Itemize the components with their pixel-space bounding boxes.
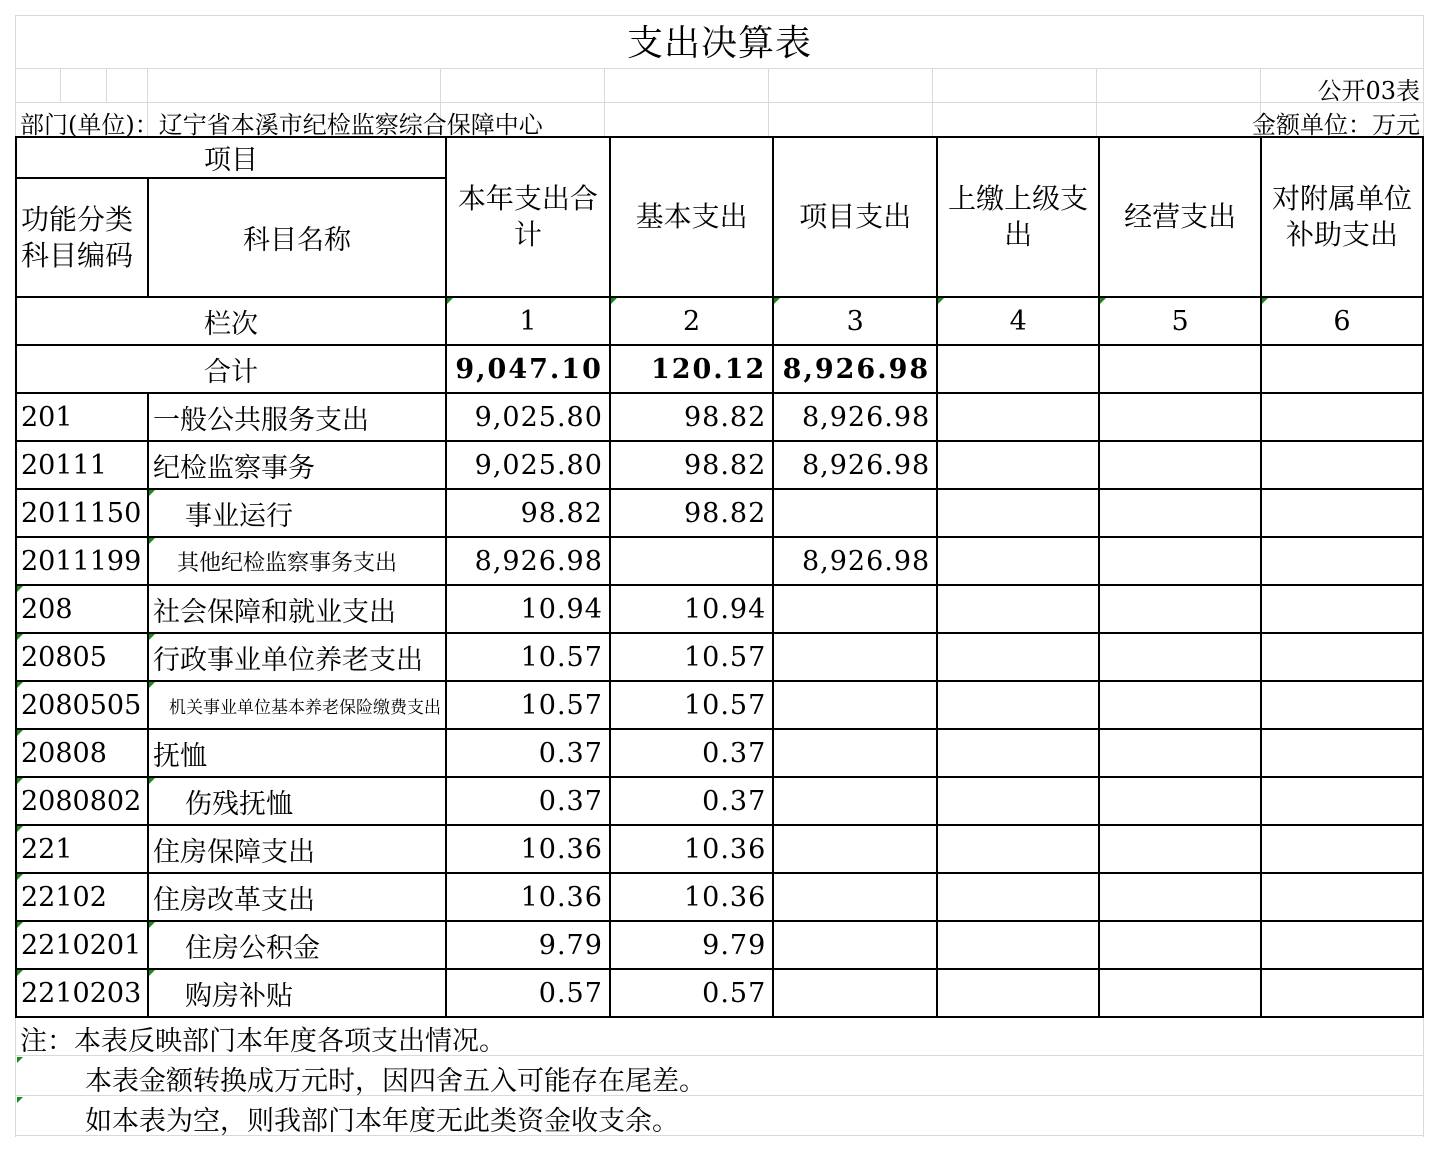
row-value-2: 10.57 (610, 681, 773, 729)
cell-flag (17, 826, 23, 832)
cell-flag (149, 682, 155, 688)
row-value-6 (1261, 969, 1423, 1017)
row-value-2: 0.57 (610, 969, 773, 1017)
total-value-6 (1261, 345, 1423, 393)
row-value-1: 98.82 (446, 489, 610, 537)
row-name: 住房保障支出 (148, 825, 446, 873)
table-row (16, 729, 1423, 777)
total-value-2: 120.12 (610, 345, 773, 393)
row-value-2 (610, 537, 773, 585)
column-index-1: 1 (446, 297, 610, 345)
gridline (1096, 68, 1097, 136)
row-value-4 (937, 393, 1099, 441)
row-value-4 (937, 777, 1099, 825)
table-row (16, 921, 1423, 969)
row-code: 20805 (16, 633, 148, 681)
cell-flag (149, 490, 155, 496)
cell-flag (149, 634, 155, 640)
cell-flag (17, 682, 23, 688)
row-value-5 (1099, 441, 1261, 489)
row-value-4 (937, 489, 1099, 537)
gridline (932, 68, 933, 136)
row-value-4 (937, 969, 1099, 1017)
column-index-2: 2 (610, 297, 773, 345)
cell-flag (149, 970, 155, 976)
row-name: 购房补贴 (148, 969, 446, 1017)
row-code: 22102 (16, 873, 148, 921)
row-code: 2210201 (16, 921, 148, 969)
amount-unit: 金额单位：万元 (1252, 111, 1420, 139)
department-label: 部门(单位)：辽宁省本溪市纪检监察综合保障中心 (20, 111, 543, 139)
table-row (16, 489, 1423, 537)
cell-flag (1100, 298, 1106, 304)
table-row (16, 969, 1423, 1017)
row-value-1: 8,926.98 (446, 537, 610, 585)
total-value-3: 8,926.98 (773, 345, 937, 393)
row-code: 201 (16, 393, 148, 441)
gridline (604, 68, 605, 136)
table-row (16, 825, 1423, 873)
row-value-1: 10.57 (446, 633, 610, 681)
gridline (15, 102, 1424, 103)
row-value-3 (773, 873, 937, 921)
cell-flag (17, 634, 23, 640)
cell-flag (447, 298, 453, 304)
row-value-3 (773, 825, 937, 873)
row-value-1: 0.57 (446, 969, 610, 1017)
row-value-6 (1261, 585, 1423, 633)
row-code: 20808 (16, 729, 148, 777)
cell-flag (149, 922, 155, 928)
table-row (16, 681, 1423, 729)
row-value-2: 98.82 (610, 489, 773, 537)
cell-flag (17, 586, 23, 592)
cell-flag (774, 298, 780, 304)
expenditure-table (15, 136, 1424, 1018)
row-code: 2210203 (16, 969, 148, 1017)
row-value-1: 9,025.80 (446, 393, 610, 441)
row-value-2: 9.79 (610, 921, 773, 969)
row-value-1: 9,025.80 (446, 441, 610, 489)
row-name: 其他纪检监察事务支出 (148, 537, 446, 585)
header-basic-expenditure: 基本支出 (610, 137, 773, 297)
row-code: 2080802 (16, 777, 148, 825)
row-value-4 (937, 873, 1099, 921)
header-name: 科目名称 (148, 178, 446, 297)
column-index-4: 4 (937, 297, 1099, 345)
cell-flag (17, 922, 23, 928)
row-value-4 (937, 825, 1099, 873)
row-code: 2011150 (16, 489, 148, 537)
row-code: 221 (16, 825, 148, 873)
cell-flag (17, 970, 23, 976)
row-name: 抚恤 (148, 729, 446, 777)
row-value-1: 10.36 (446, 873, 610, 921)
row-value-2: 98.82 (610, 441, 773, 489)
row-value-6 (1261, 633, 1423, 681)
cell-flag (149, 538, 155, 544)
row-name: 社会保障和就业支出 (148, 585, 446, 633)
header-remit-superior: 上缴上级支出 (937, 137, 1099, 297)
row-value-3: 8,926.98 (773, 393, 937, 441)
row-code: 208 (16, 585, 148, 633)
column-index-3: 3 (773, 297, 937, 345)
row-value-6 (1261, 441, 1423, 489)
row-value-5 (1099, 585, 1261, 633)
row-value-5 (1099, 921, 1261, 969)
cell-flag (1262, 298, 1268, 304)
row-value-3 (773, 633, 937, 681)
table-row (16, 537, 1423, 585)
gridline (106, 68, 107, 103)
cell-flag (611, 298, 617, 304)
header-subsidy-affiliated: 对附属单位补助支出 (1261, 137, 1423, 297)
row-value-1: 0.37 (446, 729, 610, 777)
table-row (16, 777, 1423, 825)
row-value-1: 10.36 (446, 825, 610, 873)
note-line: 本表金额转换成万元时，因四舍五入可能存在尾差。 (85, 1066, 706, 1097)
row-value-3 (773, 585, 937, 633)
total-value-1: 9,047.10 (446, 345, 610, 393)
row-value-2: 0.37 (610, 777, 773, 825)
table-row (16, 441, 1423, 489)
row-name: 住房改革支出 (148, 873, 446, 921)
cell-flag (149, 778, 155, 784)
row-value-2: 10.36 (610, 873, 773, 921)
row-value-6 (1261, 393, 1423, 441)
total-value-5 (1099, 345, 1261, 393)
table-row (16, 393, 1423, 441)
table-row (16, 873, 1423, 921)
column-index-label: 栏次 (16, 297, 446, 345)
gridline (768, 68, 769, 136)
row-value-5 (1099, 729, 1261, 777)
row-code: 2011199 (16, 537, 148, 585)
row-value-6 (1261, 825, 1423, 873)
column-index-6: 6 (1261, 297, 1423, 345)
row-value-3 (773, 729, 937, 777)
row-value-2: 0.37 (610, 729, 773, 777)
row-value-5 (1099, 969, 1261, 1017)
row-value-5 (1099, 777, 1261, 825)
row-value-3: 8,926.98 (773, 441, 937, 489)
row-value-1: 9.79 (446, 921, 610, 969)
row-code: 20111 (16, 441, 148, 489)
row-value-6 (1261, 489, 1423, 537)
row-value-3 (773, 921, 937, 969)
row-value-6 (1261, 537, 1423, 585)
row-value-5 (1099, 537, 1261, 585)
row-value-4 (937, 729, 1099, 777)
row-name: 一般公共服务支出 (148, 393, 446, 441)
row-value-1: 10.94 (446, 585, 610, 633)
row-value-5 (1099, 633, 1261, 681)
row-name: 事业运行 (148, 489, 446, 537)
row-value-2: 10.94 (610, 585, 773, 633)
row-name: 住房公积金 (148, 921, 446, 969)
cell-flag (17, 874, 23, 880)
cell-flag (17, 730, 23, 736)
form-number: 公开03表 (1317, 77, 1420, 105)
total-label: 合计 (16, 345, 446, 393)
row-value-5 (1099, 489, 1261, 537)
row-value-4 (937, 681, 1099, 729)
row-value-3 (773, 969, 937, 1017)
row-value-6 (1261, 729, 1423, 777)
row-value-1: 10.57 (446, 681, 610, 729)
row-value-5 (1099, 873, 1261, 921)
row-value-2: 10.57 (610, 633, 773, 681)
row-value-5 (1099, 825, 1261, 873)
total-value-4 (937, 345, 1099, 393)
cell-flag (17, 1097, 23, 1103)
note-line: 如本表为空，则我部门本年度无此类资金收支余。 (85, 1106, 679, 1137)
row-value-3: 8,926.98 (773, 537, 937, 585)
row-value-3 (773, 777, 937, 825)
table-row (16, 633, 1423, 681)
cell-flag (17, 1057, 23, 1063)
row-value-4 (937, 585, 1099, 633)
header-total-expenditure: 本年支出合计 (446, 137, 610, 297)
cell-flag (938, 298, 944, 304)
row-value-3 (773, 681, 937, 729)
cell-flag (17, 778, 23, 784)
row-value-5 (1099, 681, 1261, 729)
row-code: 2080505 (16, 681, 148, 729)
row-value-4 (937, 921, 1099, 969)
header-operating-expenditure: 经营支出 (1099, 137, 1261, 297)
row-value-1: 0.37 (446, 777, 610, 825)
row-name: 纪检监察事务 (148, 441, 446, 489)
table-row (16, 585, 1423, 633)
column-index-5: 5 (1099, 297, 1261, 345)
header-item: 项目 (16, 137, 446, 178)
row-value-3 (773, 489, 937, 537)
page-title: 支出决算表 (626, 23, 812, 64)
row-value-5 (1099, 393, 1261, 441)
row-name: 行政事业单位养老支出 (148, 633, 446, 681)
row-value-6 (1261, 777, 1423, 825)
row-name: 伤残抚恤 (148, 777, 446, 825)
row-value-4 (937, 441, 1099, 489)
header-code: 功能分类科目编码 (16, 178, 148, 297)
spreadsheet (15, 15, 1424, 1137)
row-value-2: 98.82 (610, 393, 773, 441)
row-name: 机关事业单位基本养老保险缴费支出 (148, 681, 446, 729)
row-value-2: 10.36 (610, 825, 773, 873)
note-line: 注：本表反映部门本年度各项支出情况。 (20, 1026, 506, 1057)
row-value-4 (937, 537, 1099, 585)
gridline (60, 68, 61, 103)
header-project-expenditure: 项目支出 (773, 137, 937, 297)
row-value-6 (1261, 873, 1423, 921)
row-value-6 (1261, 921, 1423, 969)
row-value-6 (1261, 681, 1423, 729)
row-value-4 (937, 633, 1099, 681)
